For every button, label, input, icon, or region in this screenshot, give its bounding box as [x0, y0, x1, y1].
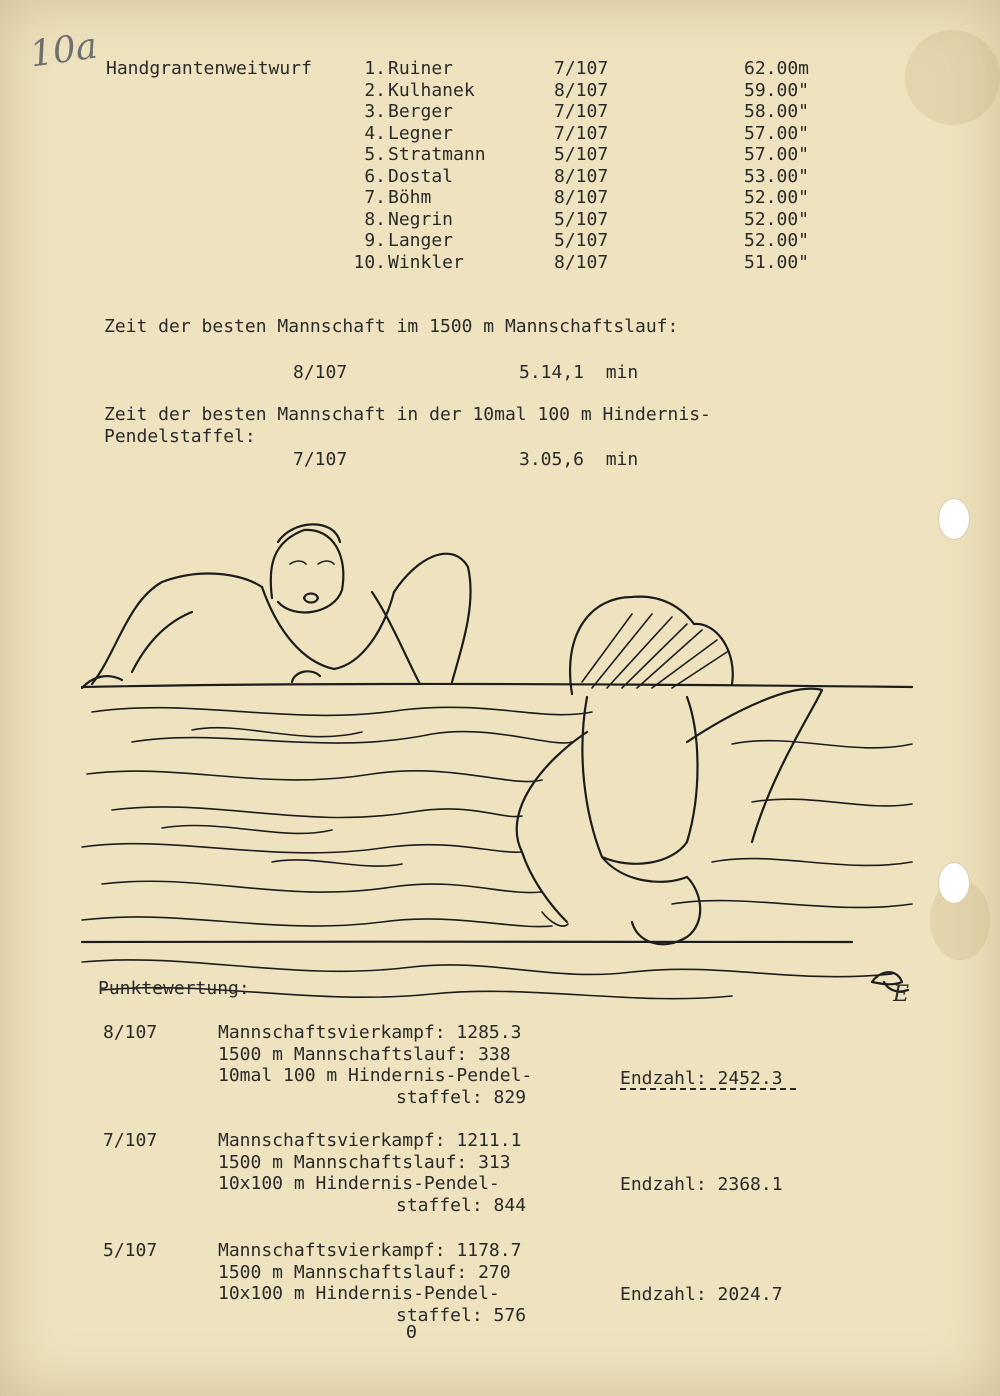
- result-rank: 2.: [364, 79, 386, 101]
- team-run-team: 8/107: [293, 362, 348, 383]
- scoring-line: Mannschaftsvierkampf: 1285.3: [218, 1022, 522, 1043]
- result-row: [0, 252, 1000, 274]
- result-row: [0, 187, 1000, 209]
- result-rank: 7.: [364, 187, 386, 208]
- scoring-line: Mannschaftsvierkampf: 1178.7: [218, 1240, 522, 1261]
- result-team: 5/107: [554, 230, 609, 251]
- result-rank: 5.: [364, 144, 386, 165]
- result-row: [0, 80, 1000, 102]
- result-distance: 57.00": [744, 122, 810, 144]
- punch-hole: [938, 862, 970, 904]
- result-rank: 8.: [364, 208, 386, 230]
- scoring-line: staffel: 829: [396, 1086, 527, 1108]
- result-team: 7/107: [554, 101, 609, 122]
- result-team: 8/107: [554, 251, 609, 273]
- scoring-line: 10x100 m Hindernis-Pendel-: [218, 1173, 500, 1194]
- result-name: Negrin: [388, 208, 454, 230]
- relay-team: 7/107: [293, 449, 348, 470]
- result-name: Berger: [388, 101, 454, 122]
- scoring-line: 1500 m Mannschaftslauf: 338: [218, 1043, 511, 1065]
- scoring-line: 1500 m Mannschaftslauf: 270: [218, 1261, 511, 1283]
- scoring-total: Endzahl: 2368.1: [620, 1174, 783, 1195]
- relay-time: 3.05,6 min: [519, 449, 639, 470]
- result-row: [0, 230, 1000, 252]
- drawing-signature: E: [893, 982, 910, 1007]
- result-name: Stratmann: [388, 144, 486, 165]
- result-row: [0, 209, 1000, 231]
- scoring-line: staffel: 844: [396, 1194, 527, 1216]
- result-team: 8/107: [554, 165, 609, 187]
- page-number: 10a: [27, 25, 100, 76]
- result-distance: 52.00": [744, 230, 810, 251]
- result-row: [0, 144, 1000, 166]
- scoring-total: Endzahl: 2024.7: [620, 1284, 783, 1305]
- result-name: Ruiner: [388, 58, 454, 79]
- result-distance: 52.00": [744, 208, 810, 230]
- team-run-heading: Zeit der besten Mannschaft im 1500 m Mannschaftslauf:: [104, 316, 679, 337]
- scoring-total: Endzahl: 2452.3: [620, 1068, 783, 1089]
- result-row: [0, 58, 1000, 80]
- result-name: Kulhanek: [388, 79, 475, 101]
- result-team: 8/107: [554, 187, 609, 208]
- result-distance: 58.00": [744, 101, 810, 122]
- result-name: Dostal: [388, 165, 454, 187]
- result-team: 8/107: [554, 79, 609, 101]
- result-name: Legner: [388, 122, 454, 144]
- scoring-team: 8/107: [103, 1022, 158, 1043]
- relay-heading-line1: Zeit der besten Mannschaft in der 10mal 100 m Hindernis-: [104, 404, 711, 425]
- result-row: [0, 101, 1000, 123]
- result-distance: 62.00m: [744, 58, 810, 79]
- result-rank: 1.: [364, 58, 386, 79]
- scoring-team: 5/107: [103, 1240, 158, 1261]
- result-team: 5/107: [554, 144, 609, 165]
- result-rank: 10.: [353, 251, 386, 273]
- scoring-line: 1500 m Mannschaftslauf: 313: [218, 1151, 511, 1173]
- relay-heading-line2: Pendelstaffel:: [104, 425, 256, 447]
- result-rank: 4.: [364, 122, 386, 144]
- event-title: Handgrantenweitwurf: [106, 58, 312, 79]
- scoring-line: Mannschaftsvierkampf: 1211.1: [218, 1130, 522, 1151]
- result-team: 5/107: [554, 208, 609, 230]
- result-distance: 52.00": [744, 187, 810, 208]
- result-name: Winkler: [388, 251, 464, 273]
- result-distance: 59.00": [744, 79, 810, 101]
- result-distance: 51.00": [744, 251, 810, 273]
- scoring-line: 10x100 m Hindernis-Pendel-: [218, 1283, 500, 1304]
- result-rank: 9.: [364, 230, 386, 251]
- total-underline: [620, 1088, 796, 1090]
- scoring-line: staffel: 576: [396, 1304, 527, 1326]
- result-distance: 57.00": [744, 144, 810, 165]
- result-rank: 6.: [364, 165, 386, 187]
- result-name: Böhm: [388, 187, 432, 208]
- footer-mark: Θ: [406, 1322, 417, 1343]
- result-rank: 3.: [364, 101, 386, 122]
- result-row: [0, 166, 1000, 188]
- scoring-team: 7/107: [103, 1130, 158, 1151]
- punch-hole: [938, 498, 970, 540]
- result-distance: 53.00": [744, 165, 810, 187]
- result-team: 7/107: [554, 122, 609, 144]
- result-team: 7/107: [554, 58, 609, 79]
- team-run-time: 5.14,1 min: [519, 362, 639, 383]
- result-row: [0, 123, 1000, 145]
- scoring-line: 10mal 100 m Hindernis-Pendel-: [218, 1065, 533, 1086]
- result-name: Langer: [388, 230, 454, 251]
- scoring-heading: Punktewertung:: [98, 978, 250, 999]
- swimmers-illustration: [72, 512, 922, 1012]
